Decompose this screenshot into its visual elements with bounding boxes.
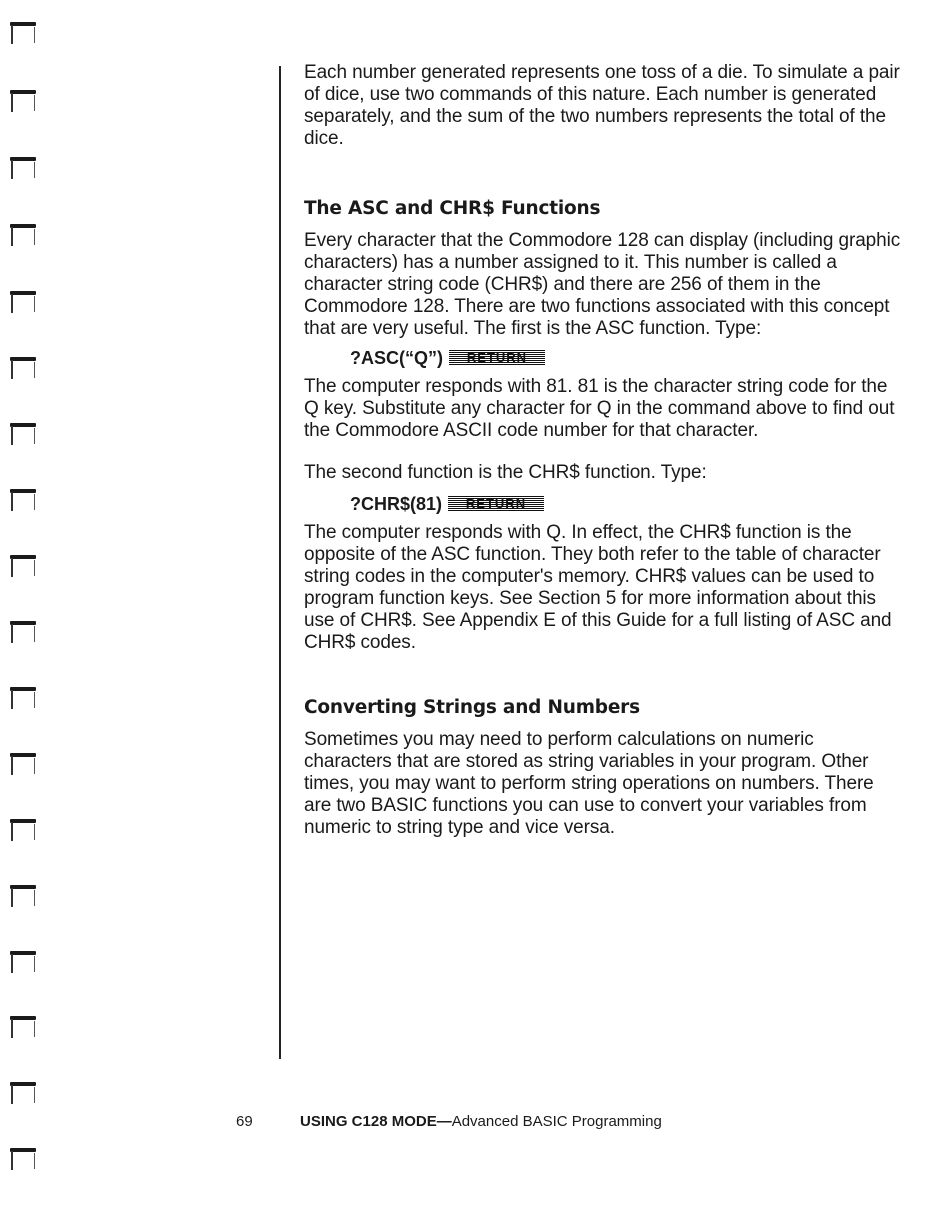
return-key-icon: RETURN (448, 496, 544, 512)
running-footer-section: USING C128 MODE— (300, 1113, 452, 1130)
running-footer (300, 1113, 662, 1130)
binding-hole (10, 687, 36, 709)
page-body (304, 62, 904, 839)
binding-hole (10, 621, 36, 643)
binding-hole (10, 1016, 36, 1038)
running-footer-chapter: Advanced BASIC Programming (451, 1113, 662, 1130)
column-rule (279, 66, 281, 1059)
binding-hole (10, 22, 36, 44)
binding-hole (10, 1082, 36, 1104)
command-chr-text: ?CHR$(81) (350, 493, 443, 514)
binding-hole (10, 357, 36, 379)
binding-hole (10, 489, 36, 511)
spiral-binding (0, 0, 50, 1220)
heading-converting-strings: Converting Strings and Numbers (304, 697, 640, 718)
return-key-icon: RETURN (449, 350, 545, 366)
command-chr (350, 492, 904, 516)
binding-hole (10, 753, 36, 775)
paragraph-chr-result: The computer responds with Q. In effect, the CHR$ function is the opposite of the ASC function. They both refer to the table of character string codes in the computer's memory. CHR$ values can be used to program function keys. See Section 5 for more information about this use of CHR$. See Appendix E of this Guide for a full listing of ASC and CHR$ codes. (304, 522, 892, 653)
binding-hole (10, 423, 36, 445)
paragraph-chr-intro: The second function is the CHR$ function. Type: (304, 462, 707, 483)
binding-hole (10, 291, 36, 313)
paragraph-asc-result: The computer responds with 81. 81 is the character string code for the Q key. Substitute any character for Q in the command above to find out the Commodore ASCII code number for that character. (304, 376, 895, 441)
binding-hole (10, 951, 36, 973)
paragraph-character-codes: Every character that the Commodore 128 can display (including graphic characters) has a number assigned to it. This number is called a character string code (CHR$) and there are 256 of them in the Commodore 128. There are two functions associated with this concept that are very useful. The first is the ASC function. Type: (304, 230, 901, 339)
command-asc (350, 346, 904, 370)
paragraph-converting: Sometimes you may need to perform calculations on numeric characters that are stored as string variables in your program. Other times, you may want to perform string operations on numbers. There are two BASIC functions you can use to convert your variables from numeric to string type and vice versa. (304, 729, 874, 838)
page-number: 69 (236, 1113, 253, 1130)
binding-hole (10, 819, 36, 841)
binding-hole (10, 157, 36, 179)
binding-hole (10, 885, 36, 907)
binding-hole (10, 90, 36, 112)
heading-asc-chr-functions: The ASC and CHR$ Functions (304, 198, 601, 219)
command-asc-text: ?ASC(“Q”) (350, 347, 443, 368)
binding-hole (10, 555, 36, 577)
binding-hole (10, 1148, 36, 1170)
paragraph-dice: Each number generated represents one toss of a die. To simulate a pair of dice, use two commands of this nature. Each number is generated separately, and the sum of the two numbers represents the total of the dice. (304, 62, 900, 149)
binding-hole (10, 224, 36, 246)
